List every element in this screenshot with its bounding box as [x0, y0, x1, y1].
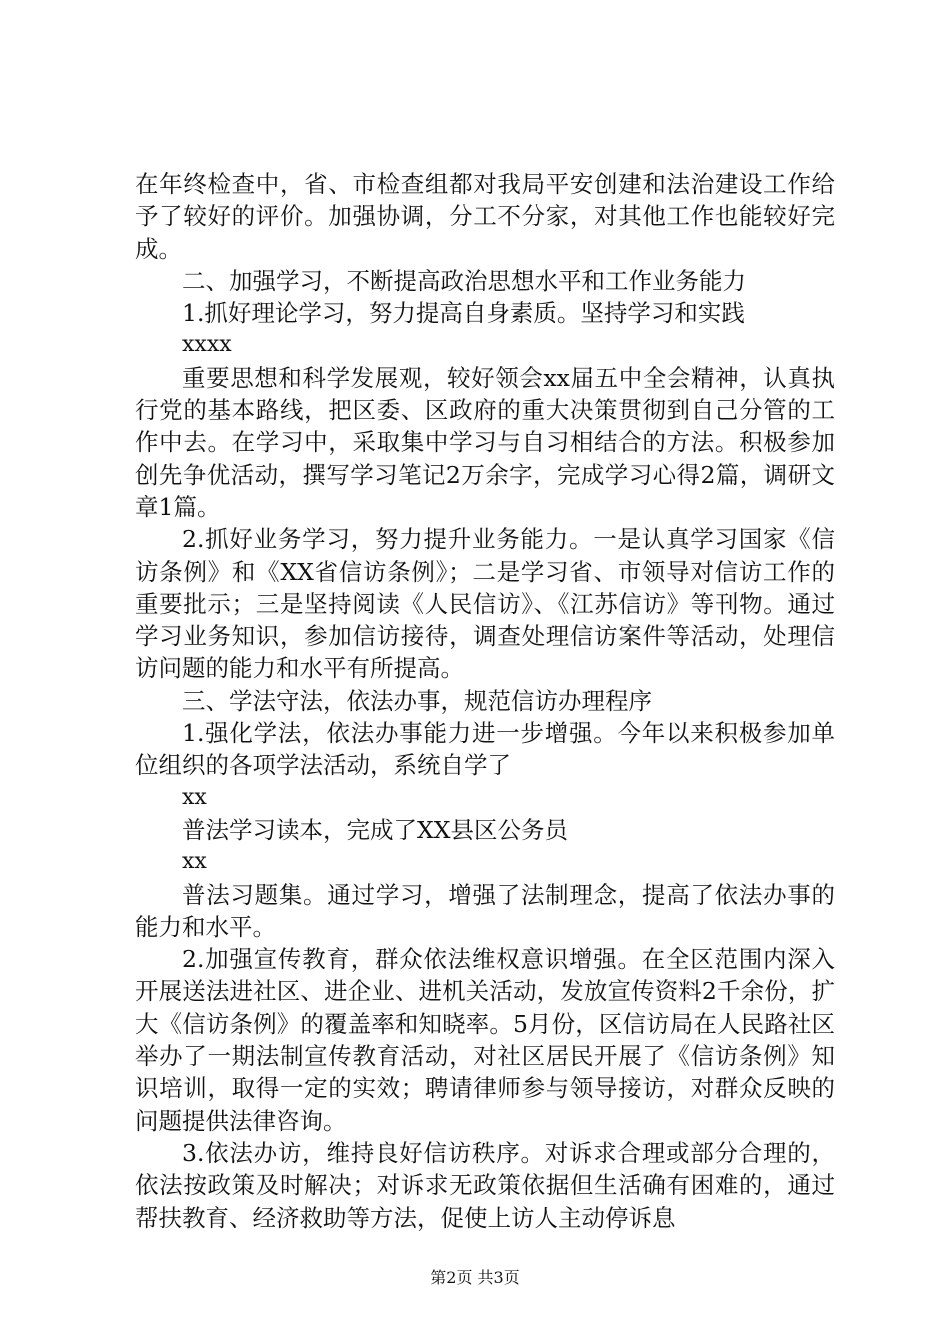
page-number-label: 第2页 共3页	[430, 1268, 520, 1287]
page-footer	[0, 1268, 950, 1288]
paragraph: 普法学习读本，完成了XX县区公务员	[182, 815, 568, 844]
paragraph: 在年终检查中，省、市检查组都对我局平安创建和法治建设工作给予了较好的评价。加强协调，分工不分家，对其他工作也能较好完成。	[135, 170, 835, 263]
paragraph: 2.抓好业务学习，努力提升业务能力。一是认真学习国家《信访条例》和《XX省信访条例》；二是学习省、市领导对信访工作的重要批示；三是坚持阅读《人民信访》、《江苏信访》等刊物。通过学习业务知识，参加信访接待，调查处理信访案件等活动，处理信访问题的能力和水平有所提高。	[135, 525, 835, 683]
placeholder-line: xx	[182, 784, 207, 810]
placeholder-line: xx	[182, 849, 207, 875]
paragraph: 2.加强宣传教育，群众依法维权意识增强。在全区范围内深入开展送法进社区、进企业、进机关活动，发放宣传资料2千余份，扩大《信访条例》的覆盖率和知晓率。5月份，区信访局在人民路社区举办了一期法制宣传教育活动，对社区居民开展了《信访条例》知识培训，取得一定的实效；聘请律师参与领导接访，对群众反映的问题提供法律咨询。	[135, 945, 835, 1135]
section-heading: 三、学法守法，依法办事，规范信访办理程序	[182, 686, 652, 715]
section-heading: 二、加强学习，不断提高政治思想水平和工作业务能力	[182, 266, 746, 295]
document-body	[135, 168, 835, 1234]
paragraph: 1.强化学法，依法办事能力进一步增强。今年以来积极参加单位组织的各项学法活动，系统自学了	[135, 719, 835, 780]
paragraph: 重要思想和科学发展观，较好领会xx届五中全会精神，认真执行党的基本路线，把区委、区政府的重大决策贯彻到自己分管的工作中去。在学习中，采取集中学习与自习相结合的方法。积极参加创先争优活动，撰写学习笔记2万余字，完成学习心得2篇，调研文章1篇。	[135, 363, 835, 521]
paragraph: 1.抓好理论学习，努力提高自身素质。坚持学习和实践	[182, 299, 745, 328]
paragraph: 普法习题集。通过学习，增强了法制理念，提高了依法办事的能力和水平。	[135, 880, 835, 941]
placeholder-line: xxxx	[182, 332, 232, 358]
paragraph: 3.依法办访，维持良好信访秩序。对诉求合理或部分合理的，依法按政策及时解决；对诉求无政策依据但生活确有困难的，通过帮扶教育、经济救助等方法，促使上访人主动停诉息	[135, 1138, 835, 1232]
